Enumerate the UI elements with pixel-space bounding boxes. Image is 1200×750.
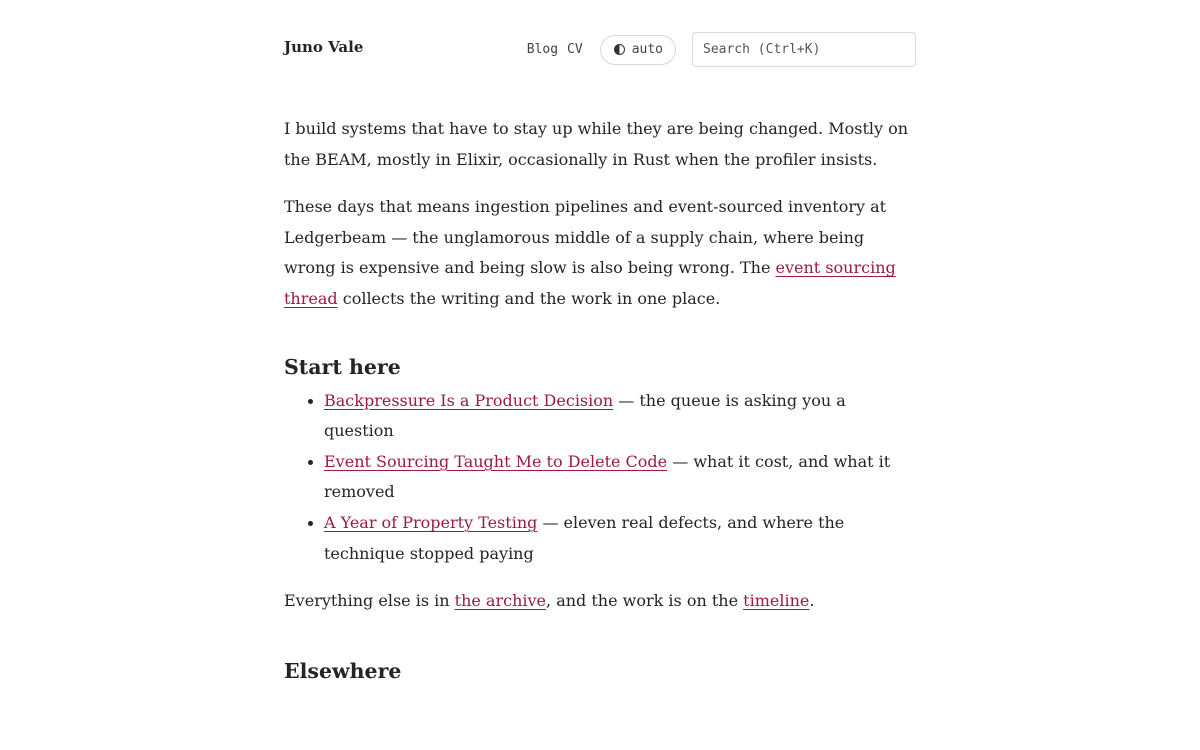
contrast-icon bbox=[614, 44, 625, 55]
list-item-description: — what it cost, and what it removed bbox=[324, 451, 891, 502]
intro-paragraph-1: I build systems that have to stay up while they are being changed. Mostly on the BEAM, mostly in Elixir, occasionally in Rust when the profiler insists. bbox=[284, 119, 909, 169]
post-link-backpressure[interactable]: Backpressure Is a Product Decision bbox=[324, 390, 614, 410]
list-item bbox=[324, 508, 916, 569]
list-item bbox=[324, 447, 916, 508]
intro-paragraph-2-text-before: These days that means ingestion pipelines and event-sourced inventory at Ledgerbeam — the unglamorous middle of a supply chain, where being wrong is expensive and being slow is also being wrong. The bbox=[284, 197, 887, 278]
list-item-description: — the queue is asking you a question bbox=[324, 390, 846, 441]
archive-link[interactable]: the archive bbox=[454, 591, 547, 611]
top-nav bbox=[527, 32, 916, 67]
event-sourcing-thread-link[interactable]: event sourcing thread bbox=[284, 258, 896, 308]
archive-text-after: . bbox=[809, 591, 815, 611]
archive-text-middle: , and the work is on the bbox=[546, 591, 744, 611]
post-link-event-sourcing[interactable]: Event Sourcing Taught Me to Delete Code bbox=[324, 451, 668, 471]
theme-toggle-button[interactable] bbox=[600, 35, 676, 65]
timeline-link[interactable]: timeline bbox=[743, 591, 810, 611]
archive-paragraph bbox=[284, 586, 916, 617]
start-here-list bbox=[284, 386, 916, 570]
list-item bbox=[324, 386, 916, 447]
post-link-property-testing[interactable]: A Year of Property Testing bbox=[324, 512, 538, 532]
main-content bbox=[284, 114, 916, 685]
intro-paragraph-2-text-after: collects the writing and the work in one place. bbox=[337, 288, 721, 308]
archive-text-before: Everything else is in bbox=[284, 591, 455, 611]
search-input[interactable] bbox=[692, 32, 916, 67]
site-header bbox=[284, 0, 916, 96]
nav-blog-link[interactable]: Blog bbox=[526, 42, 559, 57]
site-title-link[interactable]: Juno Vale bbox=[284, 38, 364, 56]
start-here-heading: Start here bbox=[284, 354, 401, 379]
nav-cv-link[interactable]: CV bbox=[567, 42, 583, 57]
page bbox=[284, 0, 916, 685]
elsewhere-heading: Elsewhere bbox=[284, 658, 402, 683]
list-item-description: — eleven real defects, and where the technique stopped paying bbox=[324, 512, 845, 563]
intro-paragraph-2 bbox=[284, 192, 916, 314]
theme-toggle-label: auto bbox=[631, 42, 663, 57]
